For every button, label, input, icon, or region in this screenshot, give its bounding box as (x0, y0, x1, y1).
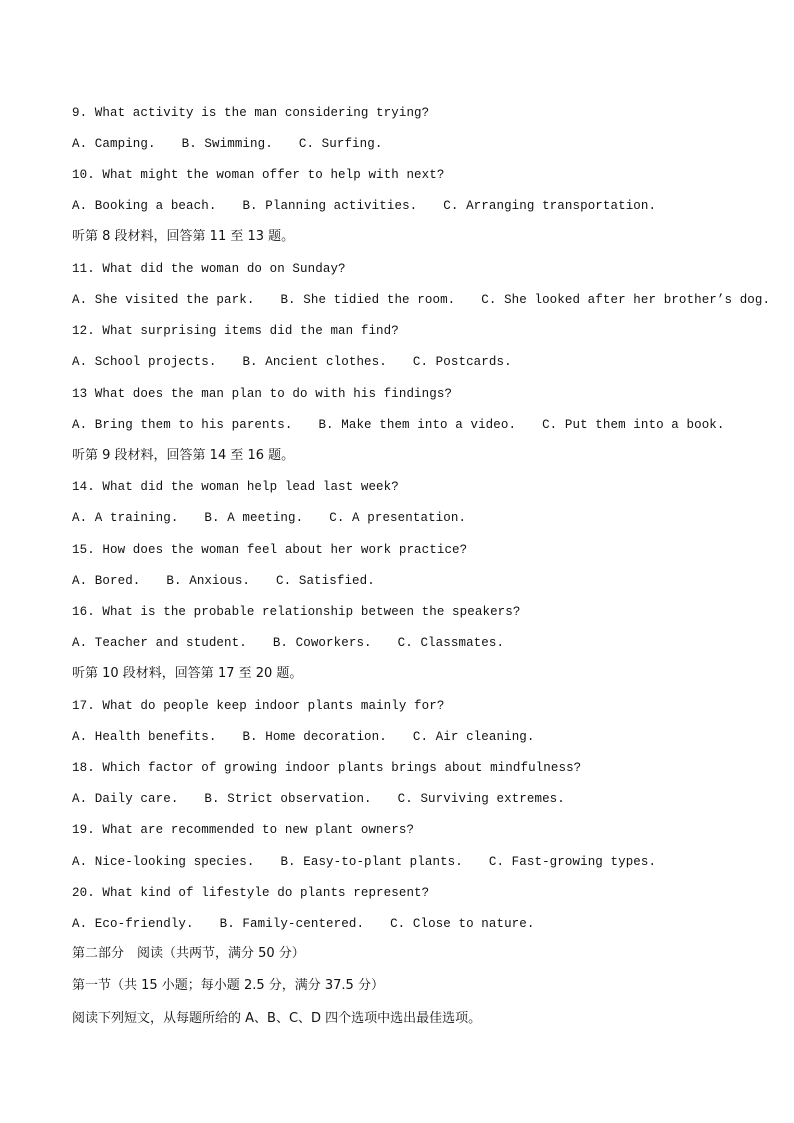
section-instruction-9: 听第 9 段材料，回答第 14 至 16 题。 (72, 448, 295, 463)
option-b: B. Anxious. (166, 574, 251, 588)
option-a: A. Bored. (72, 574, 141, 588)
option-c: C. Air cleaning. (412, 730, 535, 744)
question-18: 18. Which factor of growing indoor plants brings about mindfulness? (72, 761, 582, 775)
option-b: B. Strict observation. (204, 792, 372, 806)
question-11: 11. What did the woman do on Sunday? (72, 262, 346, 276)
option-b: B. Home decoration. (242, 730, 387, 744)
option-a: A. A training. (72, 511, 179, 525)
question-14: 14. What did the woman help lead last week? (72, 480, 399, 494)
option-b: B. Make them into a video. (318, 418, 517, 432)
option-a: A. She visited the park. (72, 293, 255, 307)
question-17: 17. What do people keep indoor plants mainly for? (72, 699, 445, 713)
question-11-options (72, 291, 770, 309)
question-12-options (72, 353, 512, 371)
option-b: B. Family-centered. (219, 917, 365, 931)
option-c: C. Close to nature. (390, 917, 535, 931)
option-a: A. Bring them to his parents. (72, 418, 293, 432)
option-a: A. Eco-friendly. (72, 917, 194, 931)
option-c: C. Classmates. (397, 636, 505, 650)
question-19-options (72, 853, 656, 871)
question-9: 9. What activity is the man considering trying? (72, 106, 430, 120)
question-13-options (72, 416, 725, 434)
option-c: C. Surfing. (298, 137, 383, 151)
option-b: B. Swimming. (181, 137, 273, 151)
question-16-options (72, 634, 504, 652)
option-b: B. Planning activities. (242, 199, 418, 213)
option-c: C. Postcards. (412, 355, 512, 369)
question-9-options (72, 135, 382, 153)
question-19: 19. What are recommended to new plant owners? (72, 823, 415, 837)
option-c: C. Arranging transportation. (443, 199, 657, 213)
option-a: A. Teacher and student. (72, 636, 247, 650)
section-one-heading: 第一节（共 15 小题；每小题 2.5 分，满分 37.5 分） (72, 978, 384, 993)
question-13: 13 What does the man plan to do with his findings? (72, 387, 453, 401)
question-15: 15. How does the woman feel about her work practice? (72, 543, 468, 557)
option-a: A. Nice-looking species. (72, 855, 255, 869)
option-b: B. Coworkers. (272, 636, 372, 650)
section-instruction-8: 听第 8 段材料，回答第 11 至 13 题。 (72, 229, 295, 244)
option-b: B. A meeting. (204, 511, 304, 525)
option-c: C. She looked after her brother’s dog. (481, 293, 771, 307)
question-17-options (72, 728, 535, 746)
option-a: A. Camping. (72, 137, 156, 151)
question-20-options (72, 915, 535, 933)
option-c: C. Satisfied. (276, 574, 375, 588)
reading-instruction: 阅读下列短文，从每题所给的 A、B、C、D 四个选项中选出最佳选项。 (72, 1011, 482, 1026)
option-a: A. Daily care. (72, 792, 179, 806)
question-10: 10. What might the woman offer to help with next? (72, 168, 445, 182)
option-a: A. School projects. (72, 355, 217, 369)
question-12: 12. What surprising items did the man find? (72, 324, 399, 338)
option-c: C. Fast-growing types. (488, 855, 657, 869)
question-16: 16. What is the probable relationship between the speakers? (72, 605, 521, 619)
option-b: B. Ancient clothes. (242, 355, 387, 369)
question-14-options (72, 509, 466, 527)
question-18-options (72, 790, 565, 808)
option-a: A. Booking a beach. (72, 199, 217, 213)
section-instruction-10: 听第 10 段材料，回答第 17 至 20 题。 (72, 666, 303, 681)
question-20: 20. What kind of lifestyle do plants represent? (72, 886, 430, 900)
option-a: A. Health benefits. (72, 730, 217, 744)
option-b: B. Easy-to-plant plants. (280, 855, 463, 869)
option-c: C. Surviving extremes. (397, 792, 565, 806)
option-c: C. A presentation. (329, 511, 467, 525)
option-c: C. Put them into a book. (542, 418, 725, 432)
part-two-heading: 第二部分 阅读（共两节，满分 50 分） (72, 946, 305, 961)
option-b: B. She tidied the room. (280, 293, 456, 307)
question-15-options (72, 572, 375, 590)
question-10-options (72, 197, 656, 215)
